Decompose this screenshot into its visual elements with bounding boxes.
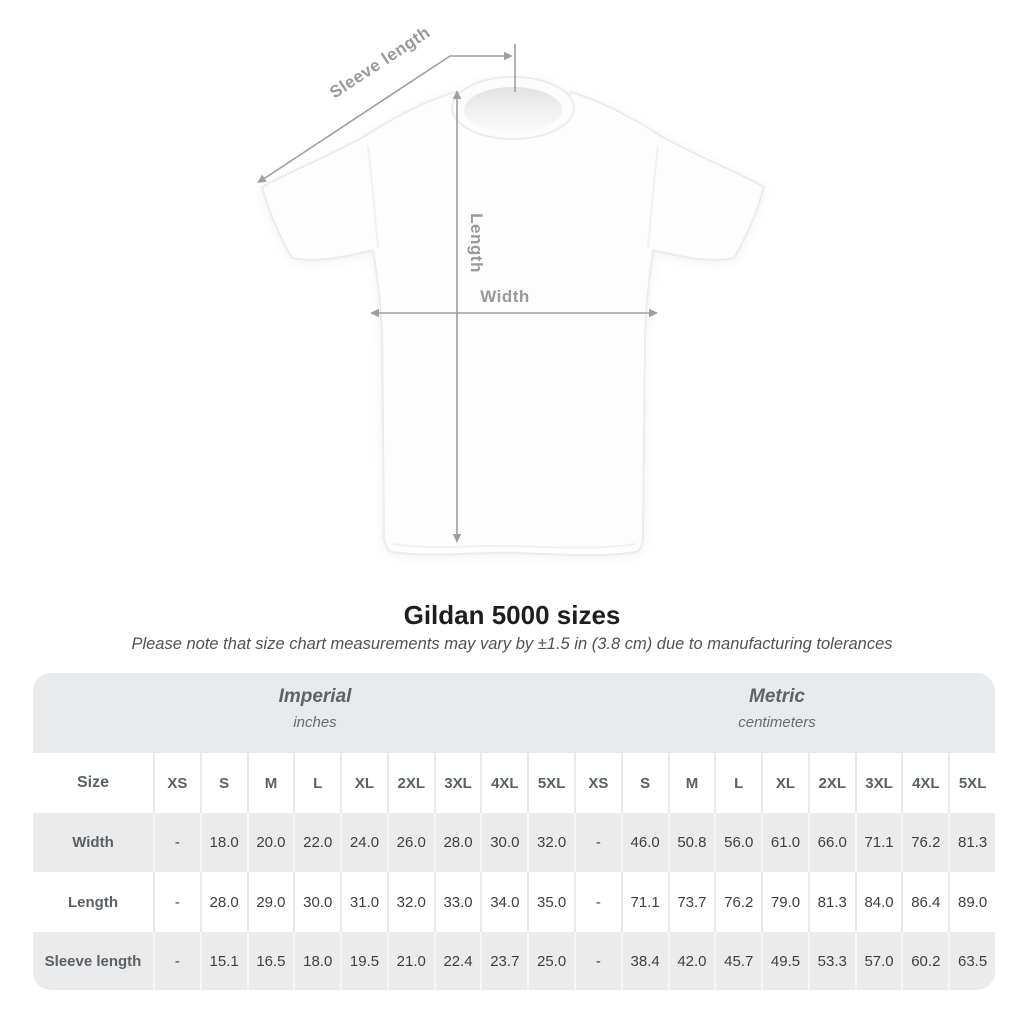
metric-value: 50.8 <box>668 813 715 872</box>
imperial-value: 28.0 <box>434 813 481 872</box>
metric-value: 57.0 <box>855 932 902 990</box>
imperial-value: 32.0 <box>527 813 574 872</box>
row-label: Length <box>68 893 118 911</box>
imperial-value: 18.0 <box>200 813 247 872</box>
size-header-imperial-3xl: 3XL <box>434 753 481 813</box>
row-label: Width <box>72 834 114 851</box>
metric-value: 46.0 <box>621 813 668 872</box>
size-header-metric-5xl: 5XL <box>948 753 995 813</box>
imperial-value: 18.0 <box>293 932 340 990</box>
tolerance-note: Please note that size chart measurements may vary by ±1.5 in (3.8 cm) due to manufacturing tolerances <box>131 635 893 653</box>
metric-value: 53.3 <box>808 932 855 990</box>
imperial-value: 34.0 <box>480 872 527 932</box>
size-header-imperial-2xl: 2XL <box>387 753 434 813</box>
size-column-header: Size <box>76 774 109 791</box>
imperial-value: 26.0 <box>387 813 434 872</box>
imperial-value: 33.0 <box>434 872 481 932</box>
metric-value: 86.4 <box>901 872 948 932</box>
width-label: Width <box>480 287 530 306</box>
size-header-metric-2xl: 2XL <box>808 753 855 813</box>
length-label: Length <box>467 213 486 273</box>
metric-subtitle: centimeters <box>738 714 816 731</box>
page-title: Gildan 5000 sizes <box>403 600 621 630</box>
metric-value: 61.0 <box>761 813 808 872</box>
size-table-grid <box>33 753 995 990</box>
imperial-value: 31.0 <box>340 872 387 932</box>
table-row <box>33 932 995 990</box>
metric-value: 42.0 <box>668 932 715 990</box>
imperial-value: 21.0 <box>387 932 434 990</box>
tshirt-illustration <box>262 77 764 555</box>
imperial-value: - <box>153 932 200 990</box>
imperial-value: 25.0 <box>527 932 574 990</box>
size-header-imperial-m: M <box>247 753 294 813</box>
imperial-title: Imperial <box>278 686 352 707</box>
imperial-value: 30.0 <box>480 813 527 872</box>
size-header-imperial-4xl: 4XL <box>480 753 527 813</box>
imperial-value: 23.7 <box>480 932 527 990</box>
table-row <box>33 813 995 872</box>
size-header-imperial-s: S <box>200 753 247 813</box>
metric-value: 60.2 <box>901 932 948 990</box>
metric-value: - <box>574 872 621 932</box>
row-label: Sleeve length <box>44 952 142 970</box>
metric-value: 49.5 <box>761 932 808 990</box>
size-header-imperial-5xl: 5XL <box>527 753 574 813</box>
size-table <box>33 673 995 990</box>
metric-value: 84.0 <box>855 872 902 932</box>
imperial-value: 24.0 <box>340 813 387 872</box>
metric-value: 81.3 <box>808 872 855 932</box>
unit-header-band <box>33 673 995 753</box>
metric-value: 79.0 <box>761 872 808 932</box>
imperial-value: - <box>153 872 200 932</box>
imperial-value: 22.0 <box>293 813 340 872</box>
imperial-value: 22.4 <box>434 932 481 990</box>
size-header-imperial-xs: XS <box>153 753 200 813</box>
size-header-metric-s: S <box>621 753 668 813</box>
metric-value: 76.2 <box>714 872 761 932</box>
size-header-imperial-l: L <box>293 753 340 813</box>
metric-value: 73.7 <box>668 872 715 932</box>
imperial-value: 32.0 <box>387 872 434 932</box>
size-header-metric-3xl: 3XL <box>855 753 902 813</box>
imperial-value: 15.1 <box>200 932 247 990</box>
metric-section-header <box>738 686 816 731</box>
collar-opening <box>464 87 562 133</box>
metric-value: 56.0 <box>714 813 761 872</box>
metric-value: 81.3 <box>948 813 995 872</box>
size-header-imperial-xl: XL <box>340 753 387 813</box>
imperial-value: 35.0 <box>527 872 574 932</box>
metric-value: 76.2 <box>901 813 948 872</box>
metric-value: - <box>574 932 621 990</box>
imperial-value: 29.0 <box>247 872 294 932</box>
metric-value: 45.7 <box>714 932 761 990</box>
size-header-metric-xs: XS <box>574 753 621 813</box>
imperial-subtitle: inches <box>293 714 337 731</box>
imperial-value: 28.0 <box>200 872 247 932</box>
metric-value: - <box>574 813 621 872</box>
metric-value: 66.0 <box>808 813 855 872</box>
imperial-value: 16.5 <box>247 932 294 990</box>
size-header-metric-l: L <box>714 753 761 813</box>
metric-value: 71.1 <box>855 813 902 872</box>
size-header-metric-m: M <box>668 753 715 813</box>
imperial-value: 20.0 <box>247 813 294 872</box>
metric-value: 89.0 <box>948 872 995 932</box>
imperial-value: - <box>153 813 200 872</box>
metric-value: 71.1 <box>621 872 668 932</box>
metric-value: 63.5 <box>948 932 995 990</box>
metric-value: 38.4 <box>621 932 668 990</box>
table-row <box>33 872 995 932</box>
imperial-value: 30.0 <box>293 872 340 932</box>
size-header-metric-xl: XL <box>761 753 808 813</box>
size-header-row <box>33 753 995 813</box>
imperial-section-header <box>279 686 352 731</box>
imperial-value: 19.5 <box>340 932 387 990</box>
sleeve-length-label: Sleeve length <box>326 22 434 103</box>
size-header-metric-4xl: 4XL <box>901 753 948 813</box>
metric-title: Metric <box>749 686 805 707</box>
